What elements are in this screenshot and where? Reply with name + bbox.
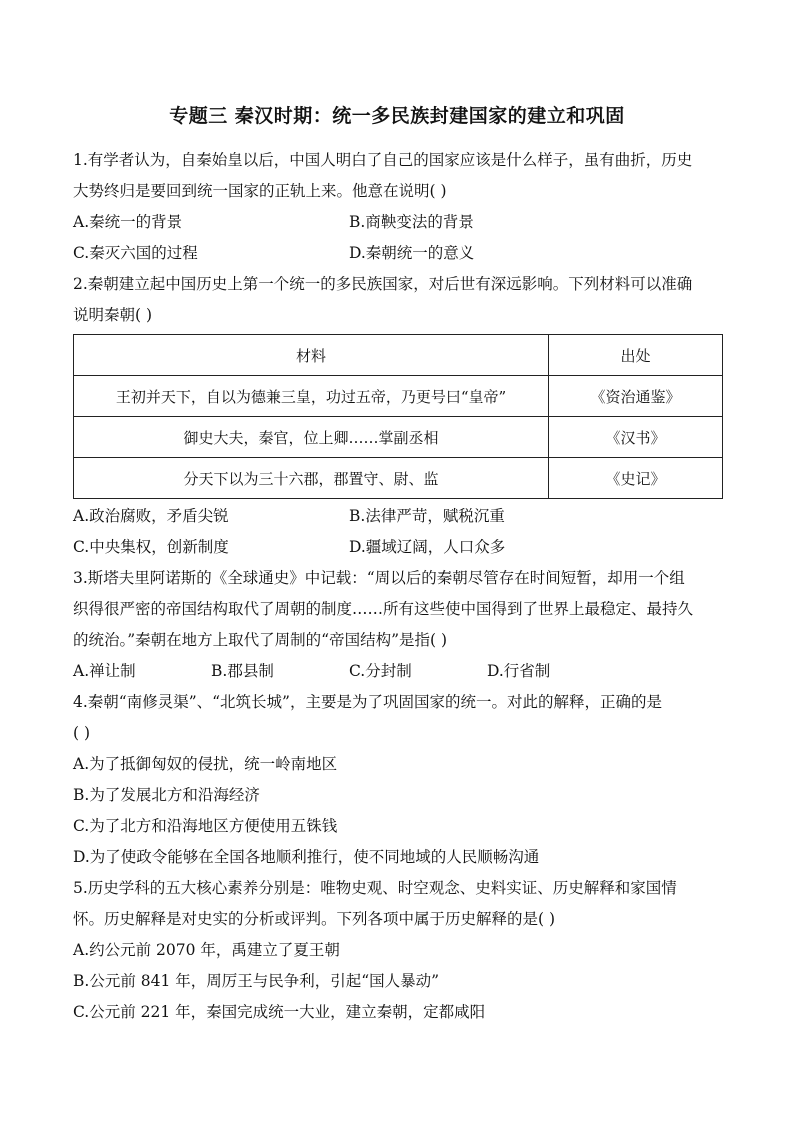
source-table xyxy=(73,334,723,499)
table-cell-material: 分天下以为三十六郡，郡置守、尉、监 xyxy=(74,458,549,499)
question-stem-line: ( ) xyxy=(73,724,91,742)
option-a: A.为了抵御匈奴的侵扰，统一岭南地区 xyxy=(73,755,338,773)
option-c: C.为了北方和沿海地区方便使用五铢钱 xyxy=(73,817,338,835)
option-b: B.公元前 841 年，周厉王与民争利，引起“国人暴动” xyxy=(73,972,440,990)
option-b: B.商鞅变法的背景 xyxy=(349,213,474,231)
table-header-material: 材料 xyxy=(74,335,549,376)
question-list xyxy=(73,145,723,1028)
question-stem-line: 1.有学者认为，自秦始皇以后，中国人明白了自己的国家应该是什么样子，虽有曲折，历史 xyxy=(73,151,693,169)
option-row xyxy=(73,501,723,532)
question-stem-line: 大势终归是要回到统一国家的正轨上来。他意在说明( ) xyxy=(73,182,447,200)
table-cell-source: 《史记》 xyxy=(549,458,723,499)
question-stem-line: 说明秦朝( ) xyxy=(73,306,153,324)
table-row xyxy=(74,417,723,458)
option-b: B.郡县制 xyxy=(211,662,274,680)
question-3 xyxy=(73,563,723,687)
option-c: C.公元前 221 年，秦国完成统一大业，建立秦朝，定都咸阳 xyxy=(73,1003,486,1021)
table-cell-source: 《汉书》 xyxy=(549,417,723,458)
option-d: D.行省制 xyxy=(487,662,551,680)
option-d: D.为了使政令能够在全国各地顺利推行，使不同地域的人民顺畅沟通 xyxy=(73,848,540,866)
option-d: D.疆域辽阔，人口众多 xyxy=(349,538,506,556)
option-row xyxy=(73,532,723,563)
option-c: C.中央集权，创新制度 xyxy=(73,538,229,556)
question-stem-line: 怀。历史解释是对史实的分析或评判。下列各项中属于历史解释的是( ) xyxy=(73,910,556,928)
option-a: A.秦统一的背景 xyxy=(73,213,183,231)
table-row xyxy=(74,376,723,417)
option-c: C.分封制 xyxy=(349,662,412,680)
question-1 xyxy=(73,145,723,269)
question-2 xyxy=(73,269,723,563)
option-b: B.法律严苛，赋税沉重 xyxy=(349,507,505,525)
table-header-source: 出处 xyxy=(549,335,723,376)
option-row xyxy=(73,238,723,269)
question-stem-line: 5.历史学科的五大核心素养分别是：唯物史观、时空观念、史料实证、历史解释和家国情 xyxy=(73,879,677,897)
question-stem-line: 的统治。”秦朝在地方上取代了周制的“帝国结构”是指( ) xyxy=(73,631,448,649)
option-a: A.禅让制 xyxy=(73,662,136,680)
question-stem-line: 3.斯塔夫里阿诺斯的《全球通史》中记载：“周以后的秦朝尽管存在时间短暂，却用一个组 xyxy=(73,569,685,587)
question-stem-line: 4.秦朝“南修灵渠”、“北筑长城”，主要是为了巩固国家的统一。对此的解释，正确的是 xyxy=(73,693,662,711)
question-stem-line: 2.秦朝建立起中国历史上第一个统一的多民族国家，对后世有深远影响。下列材料可以准确 xyxy=(73,275,693,293)
option-d: D.秦朝统一的意义 xyxy=(349,244,475,262)
question-stem-line: 织得很严密的帝国结构取代了周朝的制度……所有这些使中国得到了世界上最稳定、最持久 xyxy=(73,600,694,618)
table-header-row xyxy=(74,335,723,376)
table-row xyxy=(74,458,723,499)
option-row xyxy=(73,656,723,687)
option-row xyxy=(73,207,723,238)
question-5 xyxy=(73,873,723,1028)
question-4 xyxy=(73,687,723,873)
option-c: C.秦灭六国的过程 xyxy=(73,244,198,262)
table-cell-material: 王初并天下，自以为德兼三皇，功过五帝，乃更号曰“皇帝” xyxy=(74,376,549,417)
document-title: 专题三 秦汉时期：统一多民族封建国家的建立和巩固 xyxy=(169,105,625,127)
table-cell-material: 御史大夫，秦官，位上卿……掌副丞相 xyxy=(74,417,549,458)
option-a: A.政治腐败，矛盾尖锐 xyxy=(73,507,229,525)
table-cell-source: 《资治通鉴》 xyxy=(549,376,723,417)
option-a: A.约公元前 2070 年，禹建立了夏王朝 xyxy=(73,941,340,959)
option-b: B.为了发展北方和沿海经济 xyxy=(73,786,260,804)
